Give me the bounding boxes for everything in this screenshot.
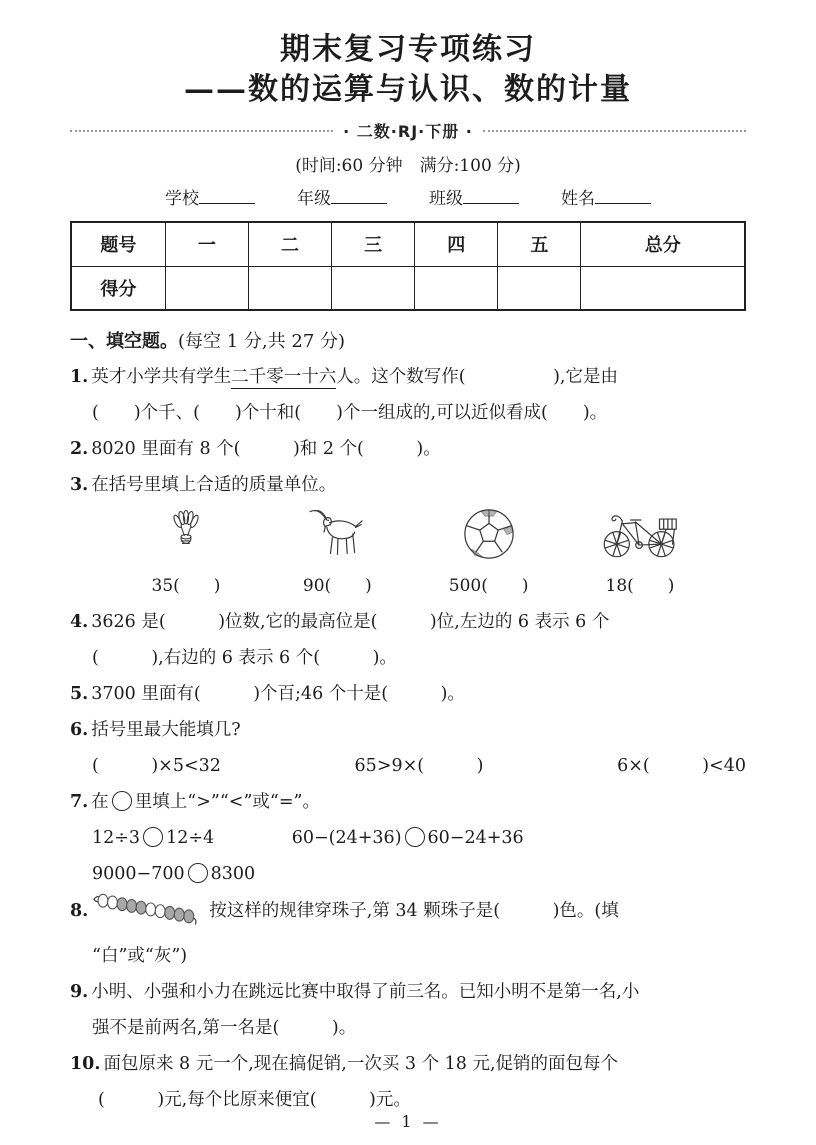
score-header-cell: 总分	[581, 222, 745, 266]
grade-blank-line	[331, 190, 387, 204]
score-value-cell	[415, 266, 498, 310]
expression: 65>9×( )	[354, 756, 484, 777]
score-header-cell: 五	[498, 222, 581, 266]
score-value-cell	[581, 266, 745, 310]
question-number: 7.	[70, 792, 89, 813]
question-number: 5.	[70, 684, 89, 705]
grade-field: 年级	[297, 184, 387, 209]
question-5	[70, 676, 746, 712]
score-value-cell	[248, 266, 331, 310]
compare-circle-icon	[143, 827, 163, 847]
mass-label-shuttlecock: 35( )	[151, 576, 221, 597]
question-number: 6.	[70, 720, 89, 741]
question-7	[70, 784, 746, 892]
score-value-cell	[332, 266, 415, 310]
question-number: 4.	[70, 612, 89, 633]
question-6	[70, 712, 746, 784]
beads-icon	[91, 892, 203, 938]
soccer-ball-icon	[423, 507, 555, 561]
question-10	[70, 1046, 746, 1118]
class-field: 班级	[429, 184, 519, 209]
question-1	[70, 359, 746, 431]
mass-label-soccer-ball: 500( )	[448, 576, 529, 597]
compare-circle-icon	[188, 863, 208, 883]
figure-goat	[271, 507, 403, 561]
score-table	[70, 221, 746, 311]
question-number: 10.	[70, 1054, 101, 1075]
section-heading	[70, 327, 746, 357]
question-line: 强不是前两名,第一名是( )。	[92, 1018, 357, 1039]
score-header-cell: 二	[248, 222, 331, 266]
figure-shuttlecock	[120, 507, 252, 561]
shuttlecock-icon	[120, 507, 252, 559]
edition-divider	[70, 119, 746, 142]
score-table-score-row	[71, 266, 745, 310]
question-number: 3.	[70, 475, 89, 496]
exam-meta: (时间:60 分钟 满分:100 分)	[295, 156, 521, 177]
question-line	[70, 856, 746, 892]
score-row-label: 得分	[71, 266, 165, 310]
question-number: 2.	[70, 439, 89, 460]
question-line: “白”或“灰”)	[92, 946, 188, 967]
school-field: 学校	[165, 184, 255, 209]
page-title: 期末复习专项练习	[280, 32, 536, 67]
compare-circle-icon	[112, 791, 132, 811]
question-line: ( )个千、( )个十和( )个一组成的,可以近似看成( )。	[92, 403, 608, 424]
compare-circle-icon	[405, 827, 425, 847]
question-line: 4. 3626 是( )位数,它的最高位是( )位,左边的 6 表示 6 个	[70, 612, 610, 633]
question-2	[70, 431, 746, 467]
score-table-header-row	[71, 222, 745, 266]
name-field: 姓名	[561, 184, 651, 209]
goat-icon	[271, 507, 403, 559]
page-number: — 1 —	[374, 1112, 442, 1131]
mass-unit-figures	[70, 503, 746, 561]
question-number: 9.	[70, 982, 89, 1003]
section-title: 一、填空题。	[70, 331, 178, 353]
mass-label-goat: 90( )	[302, 576, 372, 597]
question-number: 8.	[70, 901, 89, 922]
score-header-cell: 一	[165, 222, 248, 266]
question-line	[70, 820, 746, 856]
section-note: (每空 1 分,共 27 分)	[178, 331, 346, 353]
question-line: 9. 小明、小强和小力在跳远比赛中取得了前三名。已知小明不是第一名,小	[70, 982, 640, 1003]
question-line: ( ),右边的 6 表示 6 个( )。	[92, 648, 397, 669]
score-header-cell: 三	[332, 222, 415, 266]
page-subtitle: ——数的运算与认识、数的计量	[184, 71, 632, 107]
student-info-row	[70, 184, 746, 209]
score-value-cell	[165, 266, 248, 310]
question-8	[70, 892, 746, 974]
question-4	[70, 604, 746, 676]
question-line: 8. 按这样的规律穿珠子,第 34 颗珠子是( )色。(填	[70, 892, 746, 938]
question-line: 1. 英才小学共有学生二千零一十六人。这个数写作( ),它是由	[70, 367, 618, 388]
mass-unit-labels	[70, 561, 746, 604]
expression: 6×( )<40	[617, 756, 746, 777]
school-blank-line	[199, 190, 255, 204]
question-line: 5. 3700 里面有( )个百;46 个十是( )。	[70, 684, 465, 705]
expression: 9000−700 8300	[92, 864, 256, 885]
question-line: 6. 括号里最大能填几?	[70, 720, 241, 741]
question-line: 2. 8020 里面有 8 个( )和 2 个( )。	[70, 439, 441, 460]
question-9	[70, 974, 746, 1046]
score-header-cell: 四	[415, 222, 498, 266]
bicycle-icon	[574, 507, 706, 559]
figure-bicycle	[574, 507, 706, 561]
edition-label: · 二数·RJ·下册 ·	[343, 122, 473, 142]
mass-label-bicycle: 18( )	[605, 576, 675, 597]
figure-soccer-ball	[423, 507, 555, 561]
question-line: 3. 在括号里填上合适的质量单位。	[70, 475, 337, 496]
expression: 12÷3 12÷4	[92, 828, 215, 849]
question-line: 10. 面包原来 8 元一个,现在搞促销,一次买 3 个 18 元,促销的面包每个	[70, 1054, 619, 1075]
question-line: ( )元,每个比原来便宜( )元。	[98, 1090, 411, 1111]
class-blank-line	[463, 190, 519, 204]
underlined-number-words: 二千零一十六	[231, 367, 337, 388]
expression: ( )×5<32	[92, 756, 221, 777]
name-blank-line	[595, 190, 651, 204]
question-number: 1.	[70, 367, 89, 388]
score-value-cell	[498, 266, 581, 310]
question-line: 7. 在 里填上“>”“<”或“=”。	[70, 792, 320, 813]
expression: 60−(24+36) 60−24+36	[291, 828, 524, 849]
question-line	[70, 748, 746, 784]
score-header-cell: 题号	[71, 222, 165, 266]
question-3	[70, 467, 746, 604]
